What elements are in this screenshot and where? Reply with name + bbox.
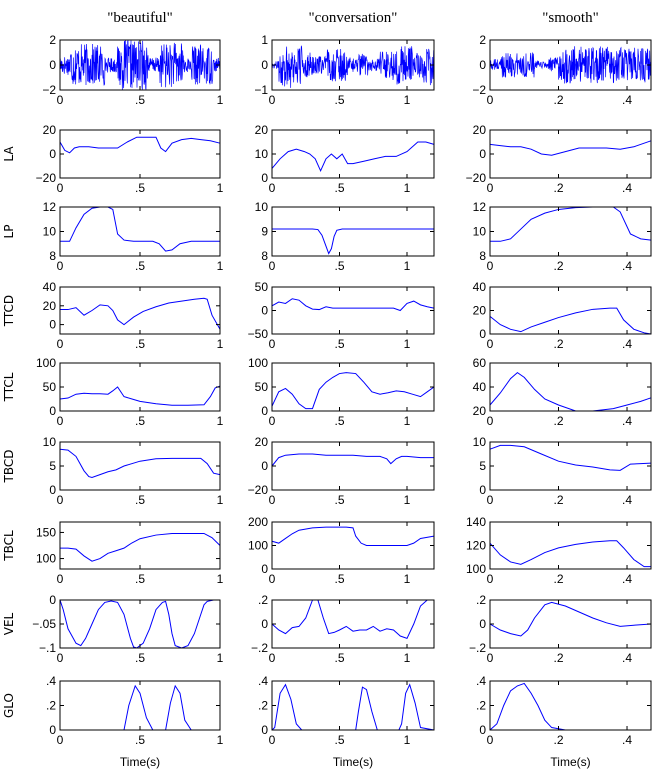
x-tick-label: 0 (56, 337, 64, 351)
y-tick-label: 0 (261, 562, 268, 576)
y-tick-label: 0 (49, 147, 56, 161)
x-tick-label: .5 (334, 414, 345, 428)
x-tick-label: .5 (134, 337, 146, 351)
subplot-r4-c1 (248, 356, 434, 428)
y-tick-label: 200 (247, 515, 268, 529)
x-tick-label: .4 (622, 93, 633, 107)
x-tick-label: 0 (56, 93, 64, 107)
x-tick-label: .2 (553, 572, 564, 586)
waveform-line (60, 40, 220, 90)
subplot-r4-c2 (473, 356, 651, 428)
axes-frame (272, 600, 434, 648)
axes-frame (60, 522, 220, 569)
x-tick-label: 0 (486, 259, 494, 273)
axes-frame (60, 287, 220, 334)
column-title-2: "smooth" (542, 10, 599, 26)
x-axis-label-2: Time(s) (550, 755, 591, 769)
y-tick-label: −.05 (32, 617, 56, 631)
subplot-r7-c0 (32, 593, 223, 665)
series-line (272, 454, 434, 466)
series-line (490, 683, 651, 730)
series-line (490, 445, 651, 470)
column-title-1: "conversation" (308, 10, 398, 26)
x-tick-label: .5 (134, 493, 146, 507)
x-tick-label: .5 (134, 733, 146, 747)
x-tick-label: .5 (134, 181, 146, 195)
x-tick-label: 0 (486, 181, 494, 195)
x-tick-label: .5 (134, 259, 146, 273)
x-tick-label: .5 (334, 651, 345, 665)
y-tick-label: 50 (42, 380, 56, 394)
y-tick-label: 20 (472, 404, 486, 418)
y-tick-label: 0 (261, 459, 268, 473)
series-line (272, 373, 434, 409)
x-tick-label: .5 (334, 337, 345, 351)
y-tick-label: 2 (49, 33, 56, 47)
x-tick-label: 0 (486, 337, 494, 351)
y-tick-label: 5 (479, 459, 486, 473)
x-tick-label: .2 (553, 337, 564, 351)
series-line (60, 686, 220, 730)
row-label-tbcl: TBCL (2, 530, 16, 561)
series-line (490, 373, 651, 411)
subplot-r4-c0 (36, 356, 224, 428)
y-tick-label: 60 (472, 356, 486, 370)
y-tick-label: 0 (261, 723, 268, 737)
x-tick-label: 1 (403, 493, 411, 507)
y-tick-label: 0 (261, 171, 268, 185)
y-tick-label: −.1 (38, 641, 56, 655)
x-tick-label: 0 (56, 414, 64, 428)
x-tick-label: .4 (622, 414, 633, 428)
y-tick-label: 9 (261, 224, 268, 239)
series-line (272, 527, 434, 545)
subplot-r1-c0 (36, 123, 224, 195)
x-tick-label: .4 (622, 337, 633, 351)
x-tick-label: .5 (134, 93, 146, 107)
x-tick-label: 1 (216, 414, 224, 428)
y-tick-label: 10 (42, 224, 56, 239)
series-line (490, 602, 651, 636)
subplot-r6-c0 (36, 522, 224, 586)
subplot-r6-c1 (248, 515, 434, 586)
x-tick-label: 0 (268, 572, 276, 586)
x-tick-label: 0 (56, 651, 64, 665)
y-tick-label: 0 (479, 617, 486, 631)
series-line (272, 685, 434, 730)
y-tick-label: 0 (479, 58, 486, 72)
x-tick-label: 1 (216, 651, 224, 665)
series-line (490, 541, 651, 567)
axes-frame (490, 600, 651, 648)
axes-frame (60, 363, 220, 411)
subplot-r2-c2 (473, 200, 651, 273)
x-tick-label: .2 (553, 93, 564, 107)
row-label-ttcl: TTCL (2, 372, 16, 402)
y-tick-label: −20 (465, 171, 486, 185)
x-tick-label: 0 (56, 493, 64, 507)
x-tick-label: 1 (403, 259, 411, 273)
x-tick-label: 0 (268, 414, 276, 428)
series-line (60, 207, 220, 251)
y-tick-label: 150 (35, 525, 56, 540)
x-tick-label: 0 (268, 493, 276, 507)
x-tick-label: 0 (486, 93, 494, 107)
x-tick-label: 0 (56, 181, 64, 195)
y-tick-label: 20 (472, 303, 486, 318)
axes-frame (272, 130, 434, 178)
y-tick-label: 100 (247, 538, 268, 553)
row-label-tbcd: TBCD (2, 449, 16, 483)
axes-frame (272, 207, 434, 256)
x-tick-label: .5 (134, 651, 146, 665)
x-tick-label: .2 (553, 259, 564, 273)
series-line (272, 229, 434, 254)
subplot-r5-c0 (43, 435, 224, 507)
axes-frame (490, 207, 651, 256)
x-tick-label: 1 (216, 337, 224, 351)
x-tick-label: 0 (486, 733, 494, 747)
y-tick-label: .2 (45, 698, 56, 713)
x-tick-label: .2 (553, 414, 564, 428)
subplot-r8-c0 (46, 674, 224, 747)
x-tick-label: 1 (216, 733, 224, 747)
row-label-la: LA (2, 146, 16, 162)
subplot-r7-c1 (251, 593, 434, 665)
y-tick-label: 0 (261, 617, 268, 631)
y-tick-label: .2 (257, 698, 268, 713)
x-tick-label: .5 (334, 572, 345, 586)
y-tick-label: 100 (465, 562, 486, 576)
x-tick-label: 0 (486, 493, 494, 507)
x-axis-label-1: Time(s) (332, 755, 374, 769)
y-tick-label: 0 (49, 593, 56, 607)
x-tick-label: 0 (486, 651, 494, 665)
x-tick-label: 1 (403, 651, 411, 665)
x-tick-label: 0 (486, 414, 494, 428)
subplot-r0-c1 (254, 33, 434, 107)
y-tick-label: 0 (49, 723, 56, 737)
series-line (272, 142, 434, 171)
subplot-r5-c1 (248, 435, 434, 507)
y-tick-label: −2 (472, 83, 486, 97)
y-tick-label: .4 (475, 674, 486, 688)
axes-frame (490, 130, 651, 178)
x-tick-label: .5 (334, 493, 345, 507)
y-tick-label: 40 (472, 280, 486, 294)
y-tick-label: 20 (254, 123, 268, 137)
x-tick-label: .4 (622, 493, 633, 507)
x-tick-label: 0 (268, 259, 276, 273)
x-tick-label: 0 (268, 651, 276, 665)
x-tick-label: 1 (403, 733, 411, 747)
y-tick-label: 140 (465, 515, 486, 529)
y-tick-label: 40 (472, 380, 486, 394)
x-tick-label: 0 (486, 572, 494, 586)
x-tick-label: 1 (216, 572, 224, 586)
subplot-r5-c2 (473, 435, 651, 507)
y-tick-label: 20 (472, 123, 486, 137)
y-tick-label: .2 (475, 593, 486, 607)
subplot-r0-c0 (42, 33, 223, 107)
y-tick-label: −.2 (468, 641, 486, 655)
series-line (60, 600, 220, 648)
x-tick-label: 1 (216, 181, 224, 195)
y-tick-label: 12 (42, 200, 56, 214)
y-tick-label: 8 (49, 249, 56, 263)
y-tick-label: 10 (254, 200, 268, 214)
axes-frame (272, 363, 434, 411)
subplot-r2-c0 (43, 200, 224, 273)
x-tick-label: .4 (622, 733, 633, 747)
subplot-r3-c2 (473, 280, 651, 351)
x-tick-label: .2 (553, 493, 564, 507)
x-tick-label: 1 (216, 93, 224, 107)
axes-frame (272, 287, 434, 334)
row-label-lp: LP (2, 224, 16, 239)
subplot-r6-c2 (466, 515, 651, 586)
y-tick-label: 0 (479, 327, 486, 341)
y-tick-label: .2 (257, 593, 268, 607)
y-tick-label: .4 (257, 674, 268, 688)
x-tick-label: .2 (553, 733, 564, 747)
series-line (60, 386, 220, 405)
y-tick-label: 8 (479, 249, 486, 263)
x-tick-label: 0 (56, 572, 64, 586)
x-tick-label: 0 (268, 181, 276, 195)
y-tick-label: −.2 (250, 641, 268, 655)
y-tick-label: 0 (261, 404, 268, 418)
x-tick-label: 0 (268, 93, 276, 107)
y-tick-label: 100 (35, 356, 56, 370)
x-tick-label: .5 (334, 733, 345, 747)
series-line (60, 137, 220, 153)
axes-frame (60, 681, 220, 730)
y-tick-label: −2 (42, 83, 56, 97)
x-tick-label: .4 (622, 572, 633, 586)
subplot-r3-c1 (248, 280, 434, 351)
series-line (272, 299, 434, 311)
y-tick-label: 12 (472, 200, 486, 214)
y-tick-label: .4 (45, 674, 56, 688)
series-line (490, 141, 651, 155)
y-tick-label: −20 (35, 171, 56, 185)
y-tick-label: 120 (465, 538, 486, 553)
y-tick-label: 0 (261, 303, 268, 318)
subplot-r3-c0 (43, 280, 224, 351)
y-tick-label: 0 (479, 147, 486, 161)
series-line (272, 600, 434, 638)
y-tick-label: −1 (254, 83, 268, 97)
column-title-0: "beautiful" (107, 10, 173, 26)
y-tick-label: 50 (254, 280, 268, 294)
y-tick-label: 20 (42, 123, 56, 137)
subplot-r0-c2 (472, 33, 651, 107)
x-tick-label: .4 (622, 651, 633, 665)
y-tick-label: 0 (261, 58, 268, 72)
y-tick-label: 0 (49, 483, 56, 497)
y-tick-label: 5 (49, 459, 56, 473)
x-tick-label: 0 (56, 259, 64, 273)
y-tick-label: 100 (247, 356, 268, 370)
x-tick-label: 1 (216, 259, 224, 273)
x-tick-label: .2 (553, 651, 564, 665)
x-tick-label: 1 (216, 493, 224, 507)
y-tick-label: −20 (247, 483, 268, 497)
y-tick-label: 100 (35, 551, 56, 566)
y-tick-label: 10 (254, 147, 268, 161)
subplot-r7-c2 (469, 593, 651, 665)
y-tick-label: 10 (472, 435, 486, 449)
y-tick-label: 20 (254, 435, 268, 449)
x-tick-label: .4 (622, 259, 633, 273)
x-tick-label: 1 (403, 181, 411, 195)
y-tick-label: 10 (472, 224, 486, 239)
row-label-ttcd: TTCD (2, 294, 16, 327)
subplot-r1-c1 (255, 123, 434, 195)
y-tick-label: 2 (479, 33, 486, 47)
series-line (60, 533, 220, 561)
y-tick-label: 0 (479, 723, 486, 737)
axes-frame (60, 442, 220, 490)
axes-frame (490, 287, 651, 334)
x-tick-label: .2 (553, 181, 564, 195)
y-tick-label: 50 (254, 380, 268, 394)
y-tick-label: .2 (475, 698, 486, 713)
y-tick-label: 0 (49, 317, 56, 332)
x-tick-label: .5 (134, 414, 146, 428)
x-axis-label-0: Time(s) (119, 755, 161, 769)
x-tick-label: .5 (334, 259, 345, 273)
y-tick-label: 1 (261, 33, 268, 47)
y-tick-label: 10 (42, 435, 56, 449)
subplot-r1-c2 (466, 123, 651, 195)
row-label-glo: GLO (2, 692, 16, 719)
subplot-r8-c1 (258, 674, 434, 747)
series-line (60, 449, 220, 477)
y-tick-label: 20 (42, 298, 56, 313)
y-tick-label: −50 (247, 327, 268, 341)
y-tick-label: 0 (49, 404, 56, 418)
y-tick-label: 40 (42, 280, 56, 294)
row-label-vel: VEL (2, 612, 16, 636)
waveform-line (272, 46, 434, 88)
x-tick-label: 1 (403, 93, 411, 107)
y-tick-label: 0 (49, 58, 56, 72)
y-tick-label: 0 (479, 483, 486, 497)
x-tick-label: 0 (268, 337, 276, 351)
x-tick-label: 0 (56, 733, 64, 747)
axes-frame (272, 442, 434, 490)
subplot-r2-c1 (255, 200, 434, 273)
series-line (490, 207, 651, 241)
y-tick-label: 8 (261, 249, 268, 263)
waveform-line (490, 46, 651, 83)
series-line (60, 298, 220, 329)
x-tick-label: .5 (134, 572, 146, 586)
subplot-r8-c2 (476, 674, 651, 747)
x-tick-label: .4 (622, 181, 633, 195)
axes-frame (490, 363, 651, 411)
x-tick-label: 0 (268, 733, 276, 747)
x-tick-label: .5 (334, 181, 345, 195)
x-tick-label: .5 (334, 93, 345, 107)
x-tick-label: 1 (403, 414, 411, 428)
x-tick-label: 1 (403, 337, 411, 351)
x-tick-label: 1 (403, 572, 411, 586)
